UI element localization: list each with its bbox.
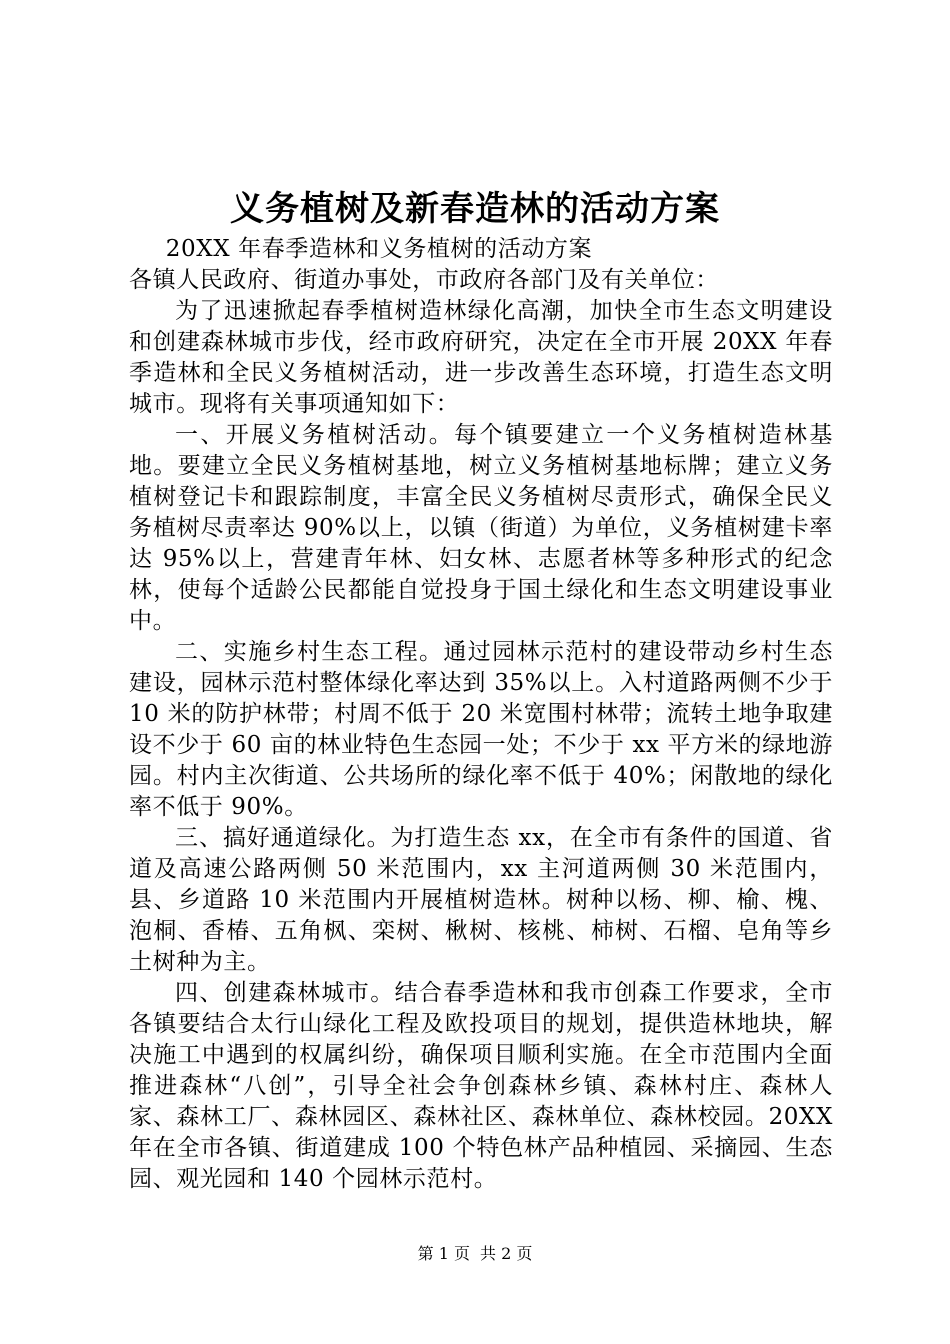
- page-total: 共 2 页: [480, 1244, 533, 1263]
- paragraph-section-1: 一、开展义务植树活动。每个镇要建立一个义务植树造林基地。要建立全民义务植树基地，树立义务植树基地标牌；建立义务植树登记卡和跟踪制度，丰富全民义务植树尽责形式，确保全民义务植树尽责率达 90%以上，以镇（街道）为单位，义务植树建卡率达 95%以上，营建青年林、妇女林、志愿者林等多种形式的纪念林，使每个适龄公民都能自觉投身于国土绿化和生态文明建设事业中。: [129, 422, 833, 634]
- paragraph-section-2: 二、实施乡村生态工程。通过园林示范村的建设带动乡村生态建设，园林示范村整体绿化率达到 35%以上。入村道路两侧不少于 10 米的防护林带；村周不低于 20 米宽围村林带；流转土地争取建设不少于 60 亩的林业特色生态园一处；不少于 xx 平方米的绿地游园。村内主次街道、公共场所的绿化率不低于 40%；闲散地的绿化率不低于 90%。: [129, 639, 833, 820]
- page-number: 第 1 页: [417, 1244, 470, 1263]
- document-salutation: 各镇人民政府、街道办事处，市政府各部门及有关单位：: [129, 267, 719, 293]
- page-footer: [0, 1244, 950, 1264]
- paragraph-section-3: 三、搞好通道绿化。为打造生态 xx，在全市有条件的国道、省道及高速公路两侧 50 米范围内，xx 主河道两侧 30 米范围内，县、乡道路 10 米范围内开展植树造林。树种以杨、柳、榆、槐、泡桐、香椿、五角枫、栾树、楸树、核桃、柿树、石榴、皂角等乡土树种为主。: [129, 825, 833, 975]
- paragraph-intro: 为了迅速掀起春季植树造林绿化高潮，加快全市生态文明建设和创建森林城市步伐，经市政府研究，决定在全市开展 20XX 年春季造林和全民义务植树活动，进一步改善生态环境，打造生态文明城市。现将有关事项通知如下：: [129, 298, 833, 417]
- document-title: 义务植树及新春造林的活动方案: [230, 189, 720, 229]
- document-body: [129, 234, 833, 1195]
- paragraph-section-4: 四、创建森林城市。结合春季造林和我市创森工作要求，全市各镇要结合太行山绿化工程及欧投项目的规划，提供造林地块，解决施工中遇到的权属纠纷，确保项目顺利实施。在全市范围内全面推进森林“八创”，引导全社会争创森林乡镇、森林村庄、森林人家、森林工厂、森林园区、森林社区、森林单位、森林校园。20XX 年在全市各镇、街道建成 100 个特色林产品种植园、采摘园、生态园、观光园和 140 个园林示范村。: [129, 980, 833, 1192]
- document-subtitle: 20XX 年春季造林和义务植树的活动方案: [165, 236, 593, 262]
